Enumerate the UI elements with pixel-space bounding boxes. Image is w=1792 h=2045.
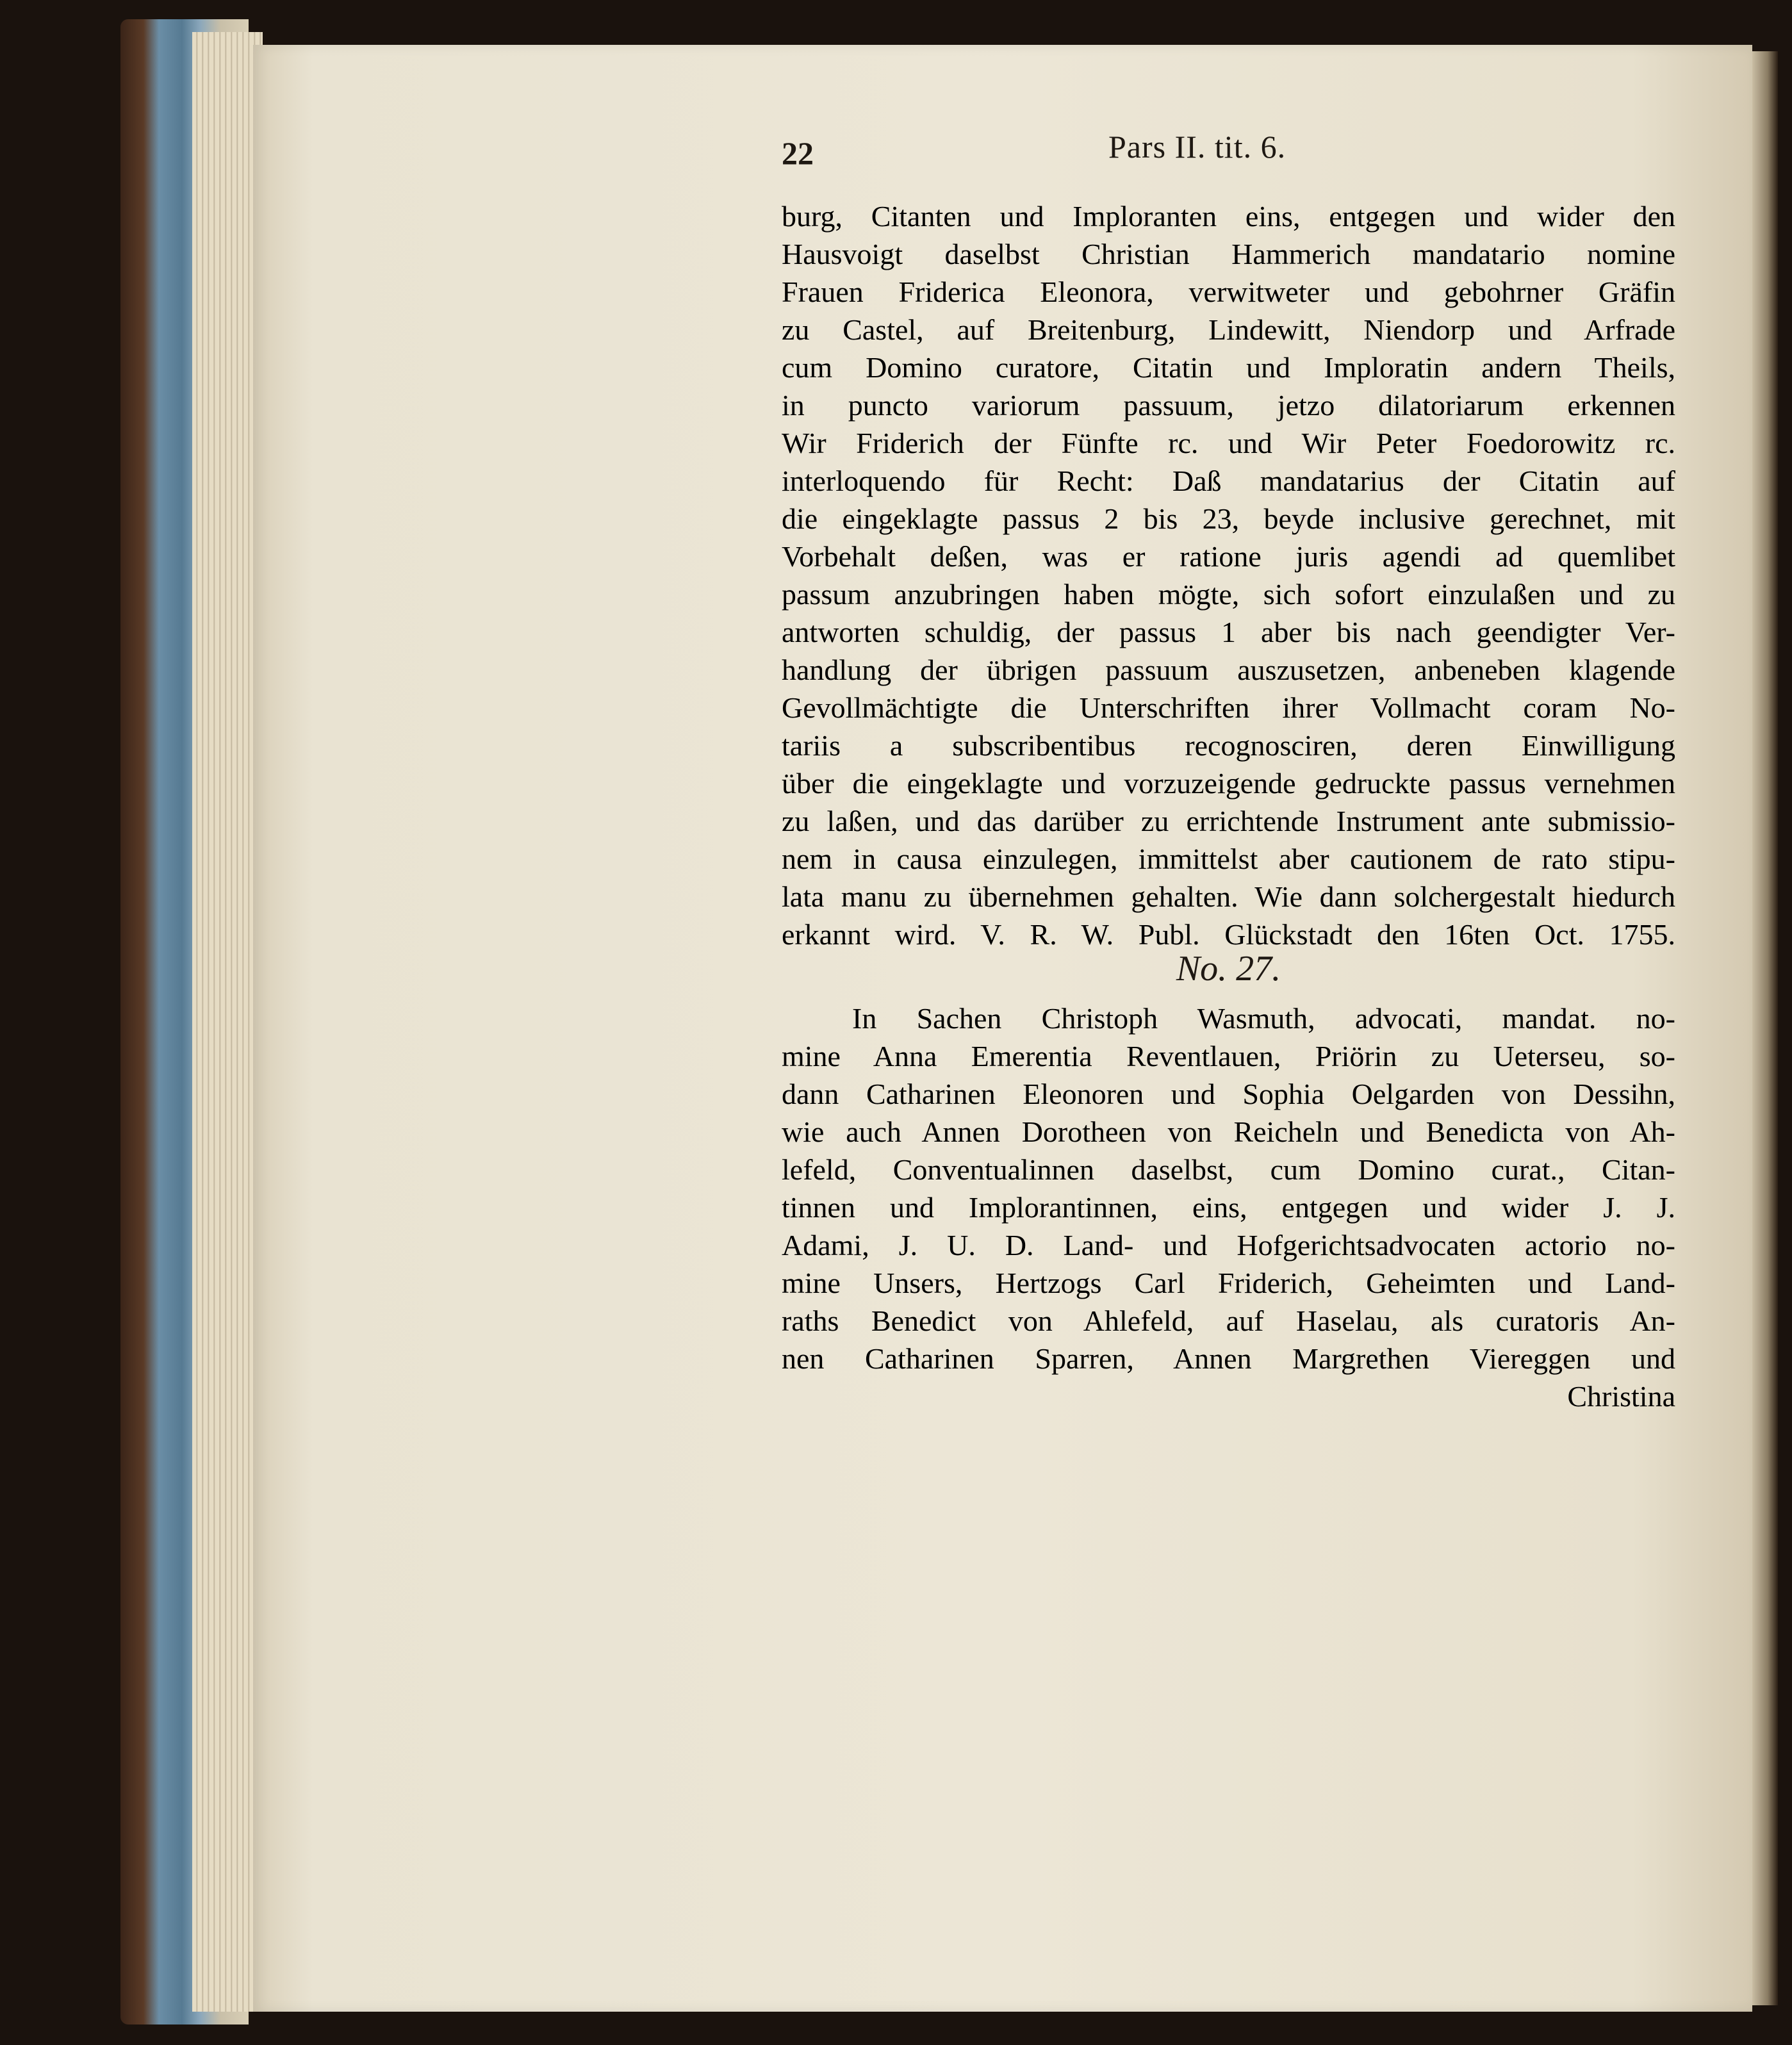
text-line: Gevollmächtigte die Unterschriften ihrer Vollmacht coram No- [782,691,1675,724]
text-line: die eingeklagte passus 2 bis 23, beyde inclusive gerechnet, mit [782,502,1675,535]
running-title: Pars II. tit. 6. [1108,129,1286,165]
text-line: wie auch Annen Dorotheen von Reicheln und Benedicta von Ah- [782,1115,1675,1148]
text-line: Hausvoigt daselbst Christian Hammerich mandatario nomine [782,238,1675,270]
text-line: zu Castel, auf Breitenburg, Lindewitt, Niendorp und Arfrade [782,313,1675,346]
text-line: nen Catharinen Sparren, Annen Margrethen Viereggen und [782,1342,1675,1375]
section-1-text [782,197,1675,953]
text-line: raths Benedict von Ahlefeld, auf Haselau, als curatoris An- [782,1304,1675,1337]
text-line: erkannt wird. V. R. W. Publ. Glückstadt den 16ten Oct. 1755. [782,918,1675,951]
text-line: mine Unsers, Hertzogs Carl Friderich, Geheimten und Land- [782,1267,1675,1299]
text-line: zu laßen, und das darüber zu errichtende Instrument ante submissio- [782,805,1675,837]
page-edges [192,32,263,2012]
page-number: 22 [782,135,814,171]
text-line: antworten schuldig, der passus 1 aber bis nach geendigter Ver- [782,616,1675,648]
text-line: tinnen und Implorantinnen, eins, entgegen und wider J. J. [782,1191,1675,1224]
section-2-text [782,999,1675,1415]
text-line: In Sachen Christoph Wasmuth, advocati, mandat. no- [852,1002,1675,1035]
text-line: nem in causa einzulegen, immittelst aber cautionem de rato stipu- [782,842,1675,875]
text-line: tariis a subscribentibus recognosciren, deren Einwilligung [782,729,1675,762]
text-line: lata manu zu übernehmen gehalten. Wie dann solchergestalt hiedurch [782,880,1675,913]
text-line: dann Catharinen Eleonoren und Sophia Oelgarden von Dessihn, [782,1078,1675,1110]
text-line: mine Anna Emerentia Reventlauen, Priörin zu Ueterseu, so- [782,1040,1675,1072]
section-heading: No. 27. [1176,949,1281,989]
text-line: cum Domino curatore, Citatin und Imploratin andern Theils, [782,351,1675,384]
text-line: Vorbehalt deßen, was er ratione juris agendi ad quemlibet [782,540,1675,573]
text-line: lefeld, Conventualinnen daselbst, cum Domino curat., Citan- [782,1153,1675,1186]
catchword: Christina [1567,1380,1675,1413]
text-line: Wir Friderich der Fünfte rc. und Wir Peter Foedorowitz rc. [782,427,1675,459]
text-line: über die eingeklagte und vorzuzeigende gedruckte passus vernehmen [782,767,1675,800]
text-line: in puncto variorum passuum, jetzo dilatoriarum erkennen [782,389,1675,422]
text-line: Adami, J. U. D. Land- und Hofgerichtsadvocaten actorio no- [782,1229,1675,1261]
running-header [782,128,1675,179]
text-line: passum anzubringen haben mögte, sich sofort einzulaßen und zu [782,578,1675,611]
page-right-edge [1752,51,1778,2005]
text-line: interloquendo für Recht: Daß mandatarius der Citatin auf [782,464,1675,497]
text-line: burg, Citanten und Imploranten eins, entgegen und wider den [782,200,1675,233]
text-line: handlung der übrigen passuum auszusetzen, anbeneben klagende [782,653,1675,686]
text-line: Frauen Friderica Eleonora, verwitweter und gebohrner Gräfin [782,275,1675,308]
